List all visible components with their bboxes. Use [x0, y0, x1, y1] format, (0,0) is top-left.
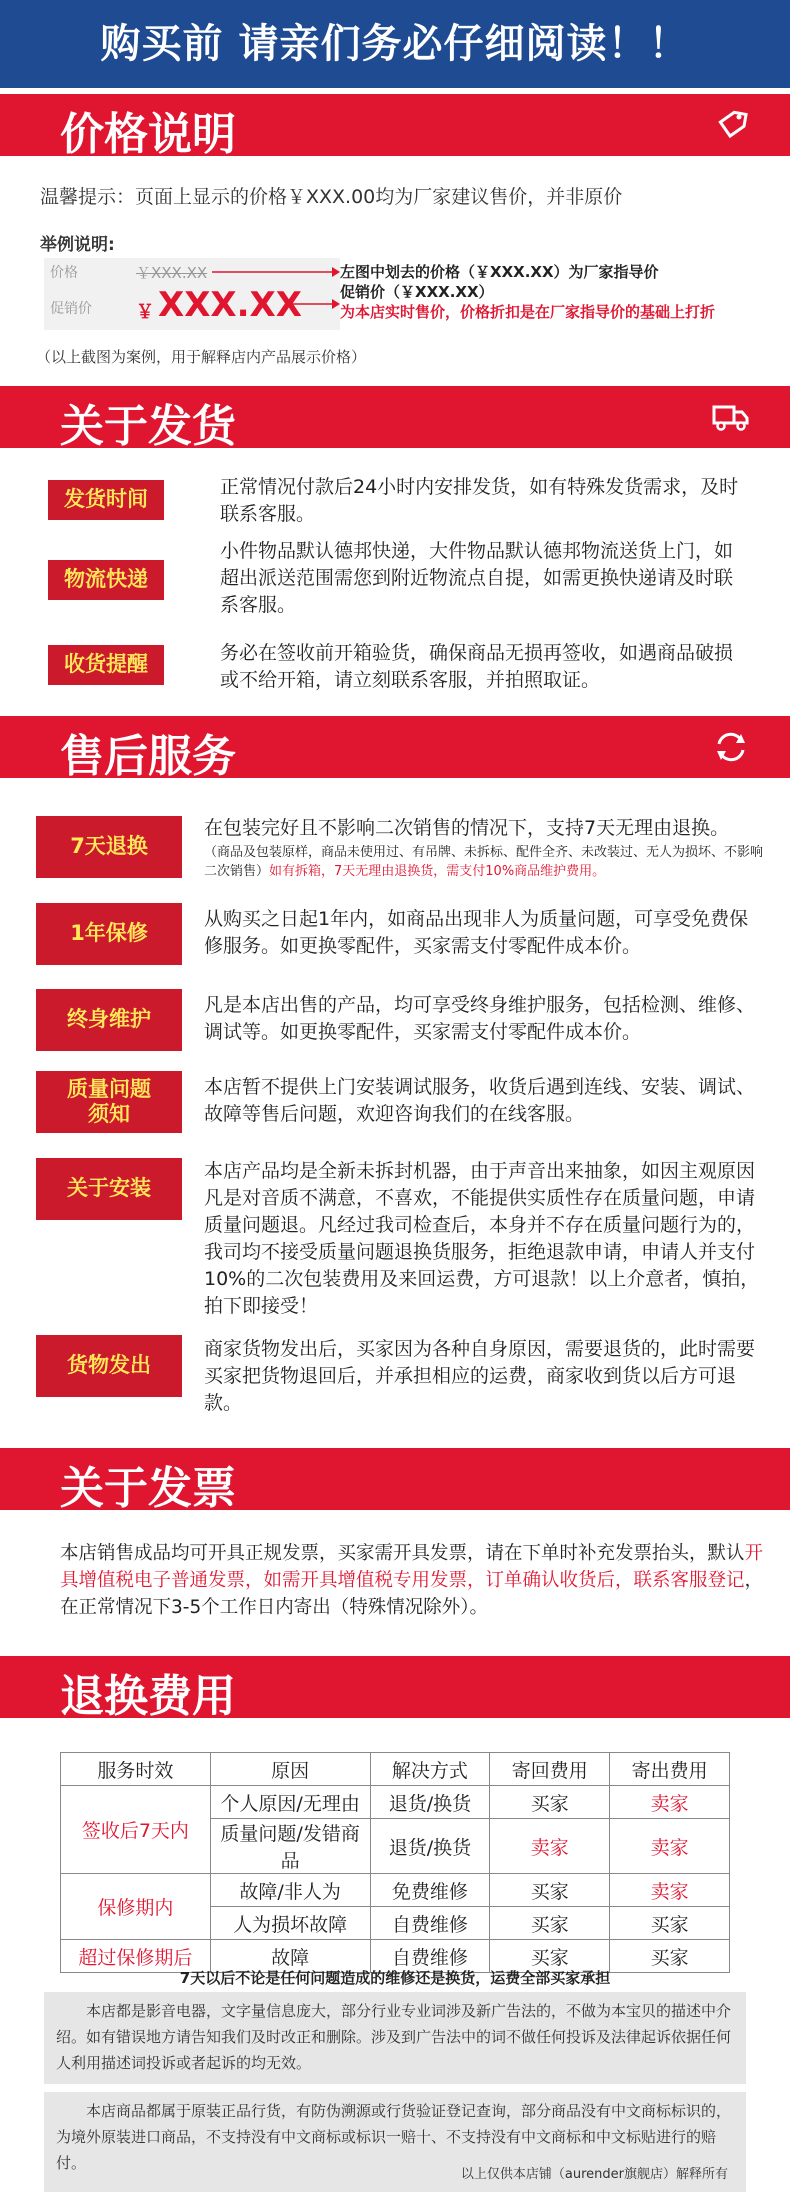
quality-text: 本店暂不提供上门安装调试服务，收货后遇到连线、安装、调试、故障等售后问题，欢迎咨询我们的在线客服。	[204, 1076, 756, 1125]
invoice-section-title: 关于发票	[60, 1463, 236, 1514]
example-title: 举例说明:	[40, 235, 115, 255]
mock-promo-value: XXX.XX	[158, 285, 302, 325]
annotation-line-2: 促销价（￥XXX.XX）	[340, 283, 494, 301]
method-cell: 自费维修	[370, 1940, 490, 1973]
send-fee-cell: 买家	[610, 1907, 730, 1940]
mock-struck-price: ￥XXX.XX	[136, 264, 208, 282]
price-footnote: （以上截图为案例，用于解释店内产品展示价格）	[36, 348, 367, 366]
disclaimer-box-2	[44, 2092, 746, 2192]
reason-cell: 人为损坏故障	[210, 1907, 370, 1940]
receipt-text: 务必在签收前开箱验货，确保商品无损再签收，如遇商品破损或不给开箱，请立刻联系客服，并拍照取证。	[220, 642, 734, 691]
fees-table-header-row	[61, 1753, 730, 1786]
annotation-line-3: 为本店实时售价，价格折扣是在厂家指导价的基础上打折	[340, 303, 716, 321]
send-fee-cell: 卖家	[610, 1874, 730, 1907]
send-fee-cell: 卖家	[610, 1819, 730, 1874]
lifetime-text: 凡是本店出售的产品，均可享受终身维护服务，包括检测、维修、调试等。如更换零配件，买家需支付零配件成本价。	[204, 994, 756, 1043]
badge-ship-time: 发货时间	[48, 480, 164, 520]
annotation-line-1	[340, 261, 659, 282]
fees-header-cell: 寄出费用	[610, 1753, 730, 1786]
invoice-text-2c: ，在正常情况下3-5个工作日内寄出（特殊情况除外）。	[60, 1570, 764, 1618]
badge-7day: 7天退换	[36, 816, 182, 878]
disclaimer-box-1	[44, 1992, 746, 2084]
period-cell: 签收后7天内	[61, 1786, 211, 1874]
invoice-text	[60, 1540, 770, 1621]
mock-promo-currency: ￥	[136, 302, 154, 323]
reason-cell: 个人原因/无理由	[210, 1786, 370, 1819]
badge-receipt: 收货提醒	[48, 645, 164, 685]
fees-table-note: 7天以后不论是任何问题造成的维修还是换货，运费全部买家承担	[179, 1969, 611, 1987]
badge-1year: 1年保修	[36, 903, 182, 965]
page-title: 购买前 请亲们务必仔细阅读！！	[100, 21, 690, 67]
badge-install: 关于安装	[36, 1158, 182, 1220]
disclaimer-2-text: 本店商品都属于原装正品行货，有防伪溯源或行货验证登记查询，部分商品没有中文商标标识的，为境外原装进口商品，不支持没有中文商标或标识一赔十、不支持没有中文商标和中文标贴进行的赔付。	[56, 2102, 732, 2172]
truck-icon	[710, 396, 752, 438]
7day-fee-note: 如有拆箱，7天无理由退换货，需支付10%商品维护费用。	[269, 864, 606, 879]
return-fee-cell: 卖家	[490, 1819, 610, 1874]
refresh-icon	[710, 726, 752, 768]
badge-logistics: 物流快递	[48, 560, 164, 600]
shipping-section-title: 关于发货	[60, 401, 236, 452]
annotation-arrows	[212, 258, 340, 322]
badge-dispatch: 货物发出	[36, 1335, 182, 1397]
invoice-text-2a: 默认	[707, 1543, 745, 1564]
ship-time-text: 正常情况付款后24小时内安排发货，如有特殊发货需求，及时联系客服。	[220, 476, 739, 525]
table-row	[61, 1874, 730, 1907]
logistics-text: 小件物品默认德邦快递，大件物品默认德邦物流送货上门，如超出派送范围需您到附近物流点自提，如需更换快递请及时联系客服。	[220, 540, 734, 616]
price-tip: 温馨提示：页面上显示的价格￥XXX.00均为厂家建议售价，并非原价	[40, 186, 623, 208]
method-cell: 退货/换货	[370, 1786, 490, 1819]
send-fee-cell: 卖家	[610, 1786, 730, 1819]
badge-lifetime: 终身维护	[36, 989, 182, 1051]
invoice-text-1: 本店销售成品均可开具正规发票，买家需开具发票，请在下单时补充发票抬头，	[60, 1543, 708, 1564]
method-cell: 退货/换货	[370, 1819, 490, 1874]
reason-cell: 质量问题/发错商品	[210, 1819, 370, 1874]
7day-detail-text: （商品及包装原样，商品未使用过、有吊牌、未拆标、配件全齐、未改装过、无人为损坏、不影响二次销售）	[204, 845, 764, 879]
fees-header-cell: 解决方式	[370, 1753, 490, 1786]
price-tag-icon	[710, 104, 752, 146]
mock-label-promo: 促销价	[50, 301, 92, 317]
footer-note: 以上仅供本店铺（aurender旗舰店）解释所有	[460, 2167, 728, 2182]
invoice-text-2b: 开具增值税电子普通发票，如需开具增值税专用发票，订单确认收货后，联系客服登记	[60, 1543, 764, 1591]
fees-header-cell: 原因	[210, 1753, 370, 1786]
annotation-line-1-text: 左图中划去的价格（￥XXX.XX）为厂家指导价	[340, 263, 659, 281]
fees-section-title: 退换费用	[60, 1671, 236, 1722]
badge-quality-line-2: 须知	[88, 1102, 130, 1126]
method-cell: 自费维修	[370, 1907, 490, 1940]
fees-header-cell: 寄回费用	[490, 1753, 610, 1786]
return-fee-cell: 买家	[490, 1786, 610, 1819]
price-section-title: 价格说明	[60, 109, 236, 160]
7day-text: 在包装完好且不影响二次销售的情况下，支持7天无理由退换。	[204, 817, 730, 839]
period-cell: 超过保修期后	[61, 1940, 211, 1973]
install-text: 本店产品均是全新未拆封机器，由于声音出来抽象，如因主观原因凡是对音质不满意，不喜欢，不能提供实质性存在质量问题，申请质量问题退。凡经过我司检查后，本身并不存在质量问题行为的，我司均不接受质量问题退换货服务，拒绝退款申请，申请人并支付10%的二次包装费用及来回运费，方可退款！以上介意者，慎拍，拍下即接受！	[204, 1160, 760, 1317]
aftersale-section-title: 售后服务	[60, 731, 236, 782]
reason-cell: 故障	[210, 1940, 370, 1973]
7day-detail	[204, 843, 764, 881]
return-fee-cell: 买家	[490, 1940, 610, 1973]
period-cell: 保修期内	[61, 1874, 211, 1940]
fees-table	[60, 1752, 730, 1973]
1year-text: 从购买之日起1年内，如商品出现非人为质量问题，可享受免费保修服务。如更换零配件，买家需支付零配件成本价。	[204, 908, 749, 957]
method-cell: 免费维修	[370, 1874, 490, 1907]
fees-header-cell: 服务时效	[61, 1753, 211, 1786]
table-row	[61, 1786, 730, 1819]
badge-quality-line-1: 质量问题	[67, 1076, 151, 1101]
return-fee-cell: 买家	[490, 1874, 610, 1907]
reason-cell: 故障/非人为	[210, 1874, 370, 1907]
badge-quality	[36, 1071, 182, 1133]
mock-label-price: 价格	[50, 265, 78, 281]
return-fee-cell: 买家	[490, 1907, 610, 1940]
disclaimer-1-text: 本店都是影音电器，文字量信息庞大，部分行业专业词涉及新广告法的，不做为本宝贝的描述中介绍。如有错误地方请告知我们及时改正和删除。涉及到广告法中的词不做任何投诉及法律起诉依据任何人利用描述词投诉或者起诉的均无效。	[56, 2002, 732, 2072]
dispatch-text: 商家货物发出后，买家因为各种自身原因，需要退货的，此时需要买家把货物退回后，并承担相应的运费，商家收到货以后方可退款。	[204, 1338, 756, 1414]
send-fee-cell: 买家	[610, 1940, 730, 1973]
